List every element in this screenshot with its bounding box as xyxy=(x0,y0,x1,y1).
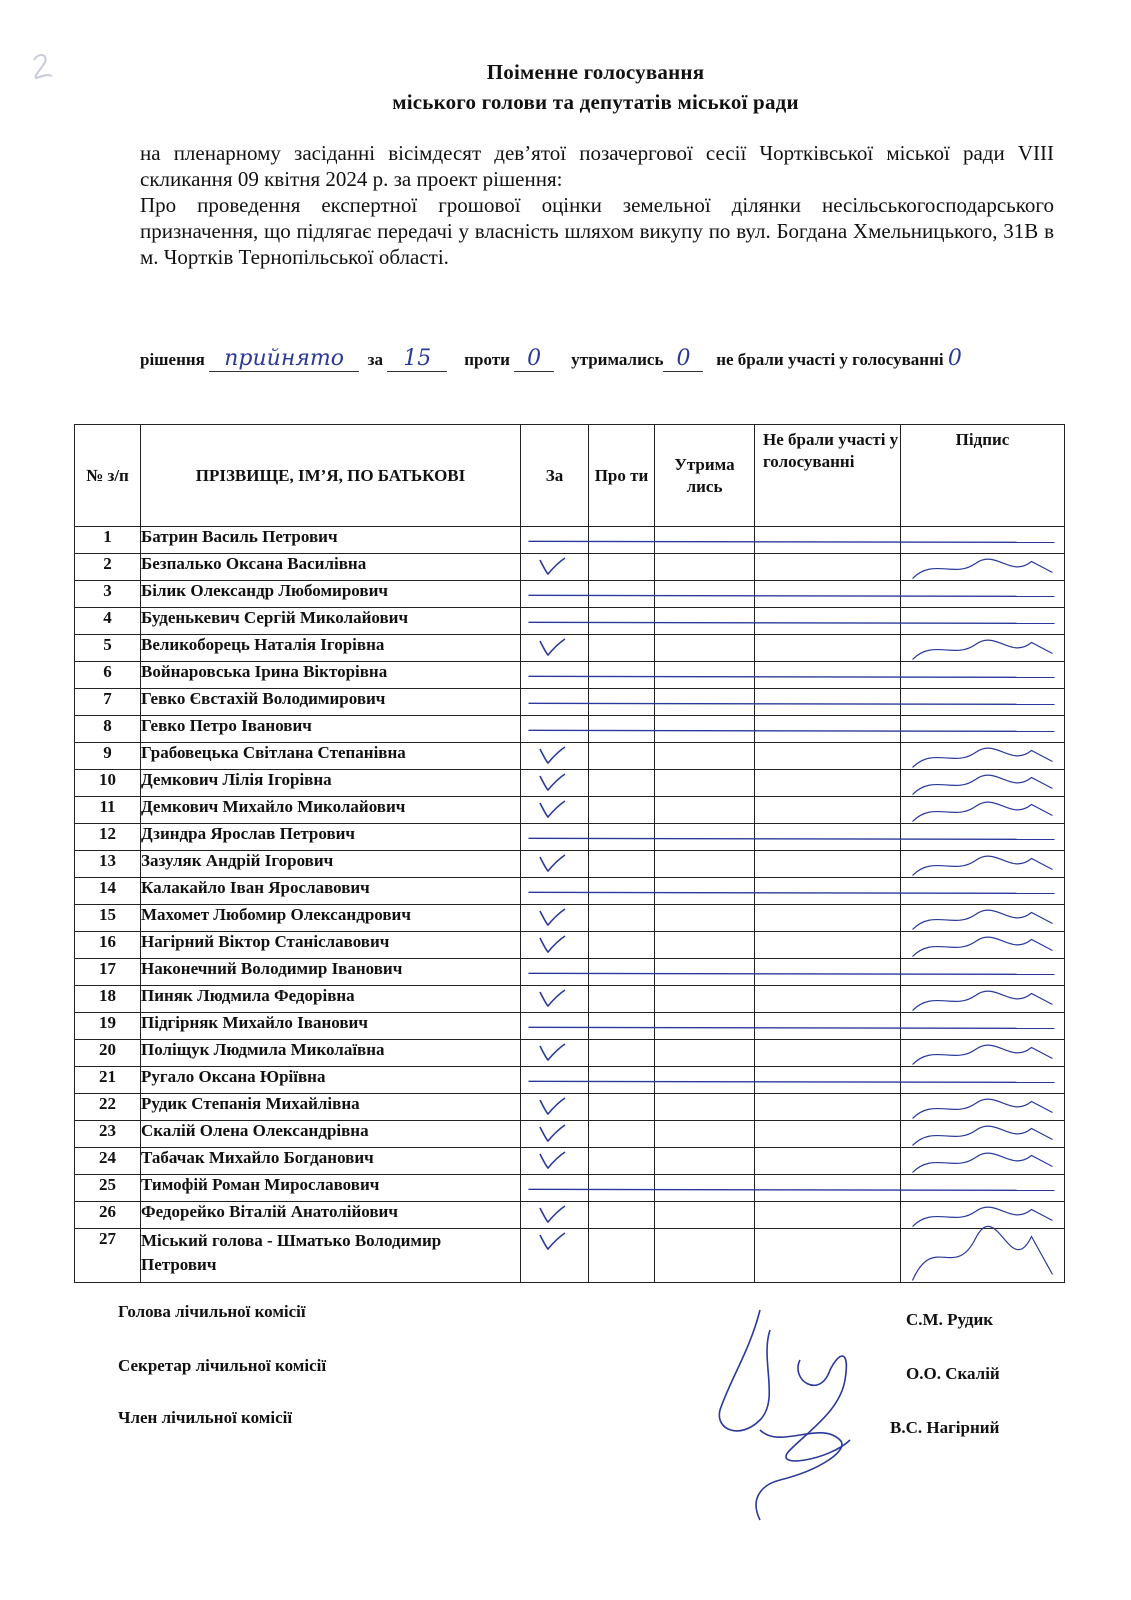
not-voted-cell xyxy=(755,932,901,959)
row-number: 20 xyxy=(75,1040,141,1067)
not-voted-cell xyxy=(755,1013,901,1040)
col-header-against: Про ти xyxy=(589,425,655,527)
vote-against-cell xyxy=(589,986,655,1013)
vote-for-cell xyxy=(521,689,589,716)
table-row xyxy=(75,1202,1065,1229)
table-row xyxy=(75,770,1065,797)
row-name: Зазуляк Андрій Ігорович xyxy=(141,851,521,878)
signature-cell xyxy=(901,1013,1065,1040)
vote-for-cell xyxy=(521,986,589,1013)
row-number: 27 xyxy=(75,1229,141,1283)
vote-for-cell xyxy=(521,1175,589,1202)
not-voted-cell xyxy=(755,1202,901,1229)
signature-cell xyxy=(901,932,1065,959)
secretary-name: О.О. Скалій xyxy=(906,1364,1000,1383)
vote-for-cell xyxy=(521,635,589,662)
vote-abstained-cell xyxy=(655,932,755,959)
table-row xyxy=(75,905,1065,932)
signature-cell xyxy=(901,878,1065,905)
vote-against-cell xyxy=(589,905,655,932)
not-voted-cell xyxy=(755,743,901,770)
vote-abstained-cell xyxy=(655,1094,755,1121)
vote-against-cell xyxy=(589,1121,655,1148)
against-label: проти xyxy=(464,350,510,369)
vote-abstained-cell xyxy=(655,689,755,716)
row-name: Білик Олександр Любомирович xyxy=(141,581,521,608)
table-row xyxy=(75,527,1065,554)
vote-for-cell xyxy=(521,743,589,770)
not-voted-cell xyxy=(755,1094,901,1121)
table-row xyxy=(75,581,1065,608)
vote-abstained-cell xyxy=(655,986,755,1013)
votes-table-body xyxy=(75,527,1065,1283)
vote-for-cell xyxy=(521,581,589,608)
not-voted-cell xyxy=(755,1229,901,1283)
vote-for-cell xyxy=(521,1121,589,1148)
signature-cell xyxy=(901,608,1065,635)
vote-against-cell xyxy=(589,581,655,608)
signature-icon xyxy=(700,1290,880,1530)
vote-for-cell xyxy=(521,1013,589,1040)
row-name: Федорейко Віталій Анатолійович xyxy=(141,1202,521,1229)
row-number: 5 xyxy=(75,635,141,662)
signature-cell xyxy=(901,1202,1065,1229)
checkmark-icon xyxy=(537,932,567,956)
col-header-name: ПРІЗВИЩЕ, ІМ’Я, ПО БАТЬКОВІ xyxy=(141,425,521,527)
signature-cell xyxy=(901,554,1065,581)
checkmark-icon xyxy=(537,986,567,1010)
page-subtitle: міського голови та депутатів міської ради xyxy=(392,90,799,114)
row-name: Демкович Лілія Ігорівна xyxy=(141,770,521,797)
chair-name: С.М. Рудик xyxy=(906,1310,994,1329)
row-number: 25 xyxy=(75,1175,141,1202)
row-name: Гевко Євстахій Володимирович xyxy=(141,689,521,716)
row-number: 16 xyxy=(75,932,141,959)
row-name: Підгірняк Михайло Іванович xyxy=(141,1013,521,1040)
vote-against-cell xyxy=(589,1040,655,1067)
vote-abstained-cell xyxy=(655,959,755,986)
not-voted-cell xyxy=(755,554,901,581)
vote-abstained-cell xyxy=(655,743,755,770)
vote-abstained-cell xyxy=(655,716,755,743)
table-row xyxy=(75,878,1065,905)
table-row xyxy=(75,743,1065,770)
vote-against-cell xyxy=(589,959,655,986)
signature-cell xyxy=(901,716,1065,743)
signature-cell xyxy=(901,986,1065,1013)
signature-cell xyxy=(901,662,1065,689)
row-number: 6 xyxy=(75,662,141,689)
vote-against-cell xyxy=(589,608,655,635)
row-number: 23 xyxy=(75,1121,141,1148)
vote-against-cell xyxy=(589,554,655,581)
row-number: 24 xyxy=(75,1148,141,1175)
checkmark-icon xyxy=(537,1040,567,1064)
row-number: 13 xyxy=(75,851,141,878)
checkmark-icon xyxy=(537,770,567,794)
table-row xyxy=(75,608,1065,635)
vote-against-cell xyxy=(589,797,655,824)
signature-cell xyxy=(901,1229,1065,1283)
vote-for-cell xyxy=(521,959,589,986)
secretary-label: Секретар лічильної комісії xyxy=(118,1356,327,1375)
checkmark-icon xyxy=(537,743,567,767)
row-name: Войнаровська Ірина Вікторівна xyxy=(141,662,521,689)
table-row xyxy=(75,1229,1065,1283)
row-name: Демкович Михайло Миколайович xyxy=(141,797,521,824)
vote-against-cell xyxy=(589,1067,655,1094)
signature-cell xyxy=(901,770,1065,797)
vote-for-cell xyxy=(521,716,589,743)
signature-cell xyxy=(901,581,1065,608)
vote-abstained-cell xyxy=(655,851,755,878)
row-name: Скалій Олена Олександрівна xyxy=(141,1121,521,1148)
row-name: Поліщук Людмила Миколаївна xyxy=(141,1040,521,1067)
decision-summary xyxy=(140,348,1054,372)
table-row xyxy=(75,1175,1065,1202)
not-voted-cell xyxy=(755,1067,901,1094)
row-number: 7 xyxy=(75,689,141,716)
vote-for-cell xyxy=(521,554,589,581)
col-header-for: За xyxy=(521,425,589,527)
not-voted-cell xyxy=(755,1121,901,1148)
vote-abstained-cell xyxy=(655,1175,755,1202)
table-row xyxy=(75,824,1065,851)
checkmark-icon xyxy=(537,905,567,929)
vote-for-cell xyxy=(521,527,589,554)
col-header-abstained: Утрима лись xyxy=(655,425,755,527)
vote-abstained-cell xyxy=(655,554,755,581)
vote-abstained-cell xyxy=(655,878,755,905)
row-number: 11 xyxy=(75,797,141,824)
page-title: Поіменне голосування xyxy=(486,60,705,84)
row-number: 15 xyxy=(75,905,141,932)
vote-against-cell xyxy=(589,716,655,743)
not-voted-cell xyxy=(755,797,901,824)
row-name: Безпалько Оксана Василівна xyxy=(141,554,521,581)
vote-abstained-cell xyxy=(655,527,755,554)
vote-against-cell xyxy=(589,878,655,905)
row-number: 4 xyxy=(75,608,141,635)
row-number: 1 xyxy=(75,527,141,554)
row-number: 3 xyxy=(75,581,141,608)
not-voted-cell xyxy=(755,716,901,743)
vote-against-cell xyxy=(589,1229,655,1283)
checkmark-icon xyxy=(537,1202,567,1226)
row-number: 19 xyxy=(75,1013,141,1040)
vote-abstained-cell xyxy=(655,1148,755,1175)
vote-abstained-cell xyxy=(655,662,755,689)
not-voted-cell xyxy=(755,635,901,662)
signature-cell xyxy=(901,1067,1065,1094)
vote-abstained-cell xyxy=(655,770,755,797)
checkmark-icon xyxy=(537,635,567,659)
row-name: Пиняк Людмила Федорівна xyxy=(141,986,521,1013)
vote-abstained-cell xyxy=(655,1067,755,1094)
member-name: В.С. Нагірний xyxy=(890,1418,1000,1437)
signature-cell xyxy=(901,1040,1065,1067)
vote-for-cell xyxy=(521,932,589,959)
table-row xyxy=(75,1094,1065,1121)
vote-abstained-cell xyxy=(655,797,755,824)
checkmark-icon xyxy=(537,851,567,875)
not-voted-cell xyxy=(755,905,901,932)
vote-abstained-cell xyxy=(655,905,755,932)
row-number: 21 xyxy=(75,1067,141,1094)
not-voted-cell xyxy=(755,986,901,1013)
checkmark-icon xyxy=(537,797,567,821)
table-row xyxy=(75,1067,1065,1094)
not-voted-value: 0 xyxy=(947,346,962,371)
checkmark-icon xyxy=(537,1148,567,1172)
col-header-signature: Підпис xyxy=(901,425,1065,527)
vote-against-cell xyxy=(589,1094,655,1121)
table-row xyxy=(75,851,1065,878)
not-voted-cell xyxy=(755,581,901,608)
for-value: 15 xyxy=(403,346,432,371)
signature-cell xyxy=(901,959,1065,986)
member-label: Член лічильної комісії xyxy=(118,1408,293,1427)
session-text: на пленарному засіданні вісімдесят дев’ятої позачергової сесії Чортківської міської ради VIII скликання 09 квітня 2024 р. за проект рішення: xyxy=(140,141,1054,191)
signature-cell xyxy=(901,851,1065,878)
vote-abstained-cell xyxy=(655,1229,755,1283)
chair-label: Голова лічильної комісії xyxy=(118,1302,306,1321)
not-voted-cell xyxy=(755,527,901,554)
table-row xyxy=(75,959,1065,986)
vote-against-cell xyxy=(589,1202,655,1229)
not-voted-cell xyxy=(755,1040,901,1067)
vote-against-cell xyxy=(589,770,655,797)
vote-against-cell xyxy=(589,851,655,878)
vote-for-cell xyxy=(521,608,589,635)
vote-for-cell xyxy=(521,797,589,824)
signature-cell xyxy=(901,1121,1065,1148)
table-row xyxy=(75,1121,1065,1148)
table-row xyxy=(75,932,1065,959)
vote-for-cell xyxy=(521,878,589,905)
table-row xyxy=(75,797,1065,824)
votes-table xyxy=(74,424,1065,1283)
vote-against-cell xyxy=(589,743,655,770)
checkmark-icon xyxy=(537,1229,567,1253)
vote-for-cell xyxy=(521,905,589,932)
not-voted-label: не брали участі у голосуванні xyxy=(716,350,944,369)
table-row xyxy=(75,716,1065,743)
row-number: 17 xyxy=(75,959,141,986)
not-voted-cell xyxy=(755,608,901,635)
row-name: Махомет Любомир Олександрович xyxy=(141,905,521,932)
vote-abstained-cell xyxy=(655,824,755,851)
vote-against-cell xyxy=(589,635,655,662)
table-row xyxy=(75,1040,1065,1067)
table-row xyxy=(75,689,1065,716)
row-number: 10 xyxy=(75,770,141,797)
vote-for-cell xyxy=(521,662,589,689)
row-name: Тимофій Роман Мирославович xyxy=(141,1175,521,1202)
signature-cell xyxy=(901,824,1065,851)
vote-abstained-cell xyxy=(655,608,755,635)
against-value: 0 xyxy=(527,346,542,371)
row-name: Табачак Михайло Богданович xyxy=(141,1148,521,1175)
row-number: 8 xyxy=(75,716,141,743)
not-voted-cell xyxy=(755,770,901,797)
row-number: 18 xyxy=(75,986,141,1013)
vote-against-cell xyxy=(589,1148,655,1175)
vote-for-cell xyxy=(521,1040,589,1067)
vote-for-cell xyxy=(521,1094,589,1121)
signature-cell xyxy=(901,905,1065,932)
checkmark-icon xyxy=(537,554,567,578)
vote-against-cell xyxy=(589,1013,655,1040)
decision-label: рішення xyxy=(140,350,205,369)
abstained-label: утримались xyxy=(571,350,664,369)
row-name: Великоборець Наталія Ігорівна xyxy=(141,635,521,662)
not-voted-cell xyxy=(755,689,901,716)
signature-cell xyxy=(901,797,1065,824)
vote-against-cell xyxy=(589,662,655,689)
row-number: 12 xyxy=(75,824,141,851)
not-voted-cell xyxy=(755,1148,901,1175)
signature-cell xyxy=(901,689,1065,716)
vote-against-cell xyxy=(589,932,655,959)
signature-cell xyxy=(901,743,1065,770)
vote-for-cell xyxy=(521,1202,589,1229)
row-name: Грабовецька Світлана Степанівна xyxy=(141,743,521,770)
signature-cell xyxy=(901,635,1065,662)
table-row xyxy=(75,1013,1065,1040)
signature-cell xyxy=(901,1175,1065,1202)
row-number: 2 xyxy=(75,554,141,581)
signature-cell xyxy=(901,1148,1065,1175)
abstained-value: 0 xyxy=(676,346,691,371)
vote-for-cell xyxy=(521,1229,589,1283)
row-number: 9 xyxy=(75,743,141,770)
vote-abstained-cell xyxy=(655,1202,755,1229)
row-name: Рудик Степанія Михайлівна xyxy=(141,1094,521,1121)
not-voted-cell xyxy=(755,662,901,689)
subject-text: Про проведення експертної грошової оцінки земельної ділянки несільськогосподарського призначення, що підлягає передачі у власність шляхом викупу по вул. Богдана Хмельницького, 31В в м. Чортків Тернопільської області. xyxy=(140,193,1054,269)
vote-abstained-cell xyxy=(655,1121,755,1148)
not-voted-cell xyxy=(755,1175,901,1202)
vote-for-cell xyxy=(521,770,589,797)
not-voted-cell xyxy=(755,824,901,851)
vote-against-cell xyxy=(589,527,655,554)
for-label: за xyxy=(367,350,383,369)
vote-against-cell xyxy=(589,689,655,716)
table-row xyxy=(75,554,1065,581)
table-row xyxy=(75,1148,1065,1175)
vote-for-cell xyxy=(521,824,589,851)
not-voted-cell xyxy=(755,878,901,905)
table-row xyxy=(75,635,1065,662)
row-name: Калакайло Іван Ярославович xyxy=(141,878,521,905)
row-number: 26 xyxy=(75,1202,141,1229)
vote-abstained-cell xyxy=(655,1040,755,1067)
checkmark-icon xyxy=(537,1094,567,1118)
row-name: Гевко Петро Іванович xyxy=(141,716,521,743)
not-voted-cell xyxy=(755,959,901,986)
row-name: Буденькевич Сергій Миколайович xyxy=(141,608,521,635)
vote-abstained-cell xyxy=(655,635,755,662)
row-name: Нагірний Віктор Станіславович xyxy=(141,932,521,959)
vote-against-cell xyxy=(589,1175,655,1202)
row-name: Ругало Оксана Юріївна xyxy=(141,1067,521,1094)
decision-value: прийнято xyxy=(224,346,344,371)
row-name: Міський голова - Шматько Володимир Петрович xyxy=(141,1229,521,1283)
col-header-num: № з/п xyxy=(75,425,141,527)
vote-abstained-cell xyxy=(655,581,755,608)
not-voted-cell xyxy=(755,851,901,878)
vote-abstained-cell xyxy=(655,1013,755,1040)
table-row xyxy=(75,986,1065,1013)
checkmark-icon xyxy=(537,1121,567,1145)
row-name: Наконечний Володимир Іванович xyxy=(141,959,521,986)
vote-against-cell xyxy=(589,824,655,851)
signature-cell xyxy=(901,1094,1065,1121)
row-name: Дзиндра Ярослав Петрович xyxy=(141,824,521,851)
vote-for-cell xyxy=(521,1148,589,1175)
table-row xyxy=(75,662,1065,689)
row-number: 14 xyxy=(75,878,141,905)
vote-for-cell xyxy=(521,851,589,878)
col-header-not-voted: Не брали участі у голосуванні xyxy=(755,425,901,527)
intro-block xyxy=(140,140,1054,270)
vote-for-cell xyxy=(521,1067,589,1094)
row-name: Батрин Василь Петрович xyxy=(141,527,521,554)
signature-cell xyxy=(901,527,1065,554)
row-number: 22 xyxy=(75,1094,141,1121)
